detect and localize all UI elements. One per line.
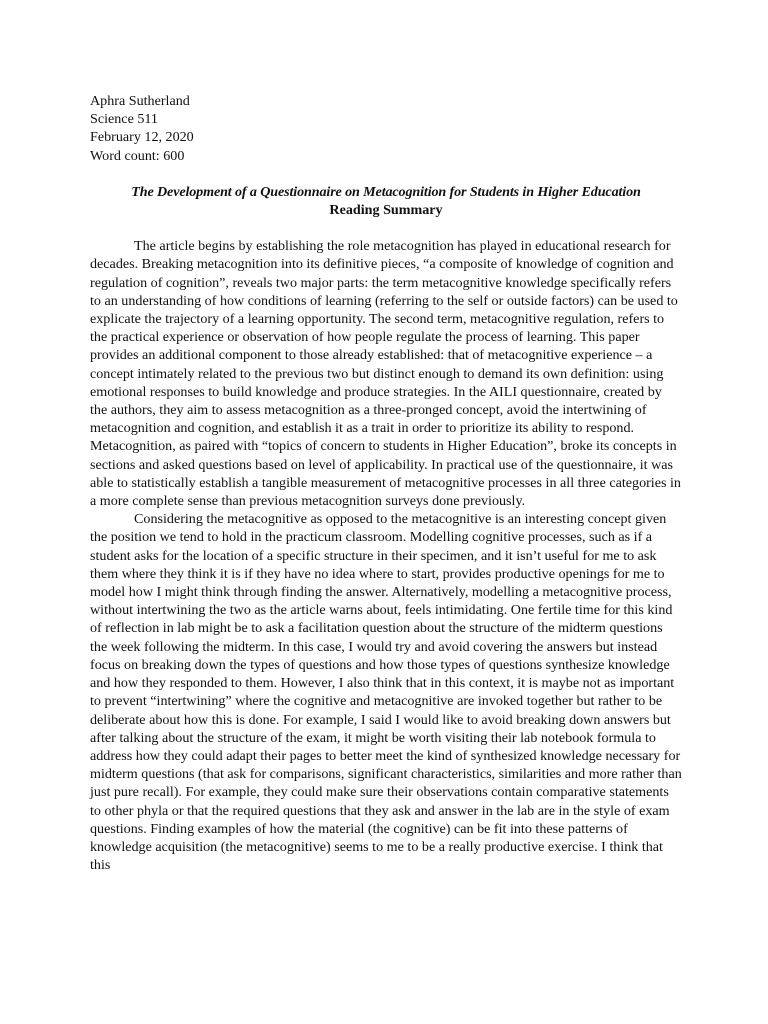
document-title: The Development of a Questionnaire on Metacognition for Students in Higher Education	[131, 183, 641, 200]
document-subtitle: Reading Summary	[329, 202, 443, 219]
body-paragraph-1: The article begins by establishing the role metacognition has played in educational research for decades. Breaking metacognition into its definitive pieces, “a composite of knowledge of cognition and regulation of cognition”, reveals two major parts: the term metacognitive knowledge specifically refers to an understanding of how conditions of learning (referring to the self or outside factors) can be used to explicate the trajectory of a learning opportunity. The second term, metacognitive regulation, refers to the practical experience or observation of how people regulate the process of learning. This paper provides an additional component to those already established: that of metacognitive experience – a concept intimately related to the previous two but distinct enough to demand its own definition: using emotional responses to build knowledge and produce strategies. In the AILI questionnaire, created by the authors, they aim to assess metacognition as a three-pronged concept, avoid the intertwining of metacognition and cognition, and establish it as a trait in order to prioritize its ability to respond. Metacognition, as paired with “topics of concern to students in Higher Education”, broke its concepts in sections and asked questions based on level of applicability. In practical use of the questionnaire, it was able to statistically establish a tangible measurement of metacognitive processes in all three categories in a more complete sense than previous metacognition surveys done previously.	[90, 238, 681, 510]
document-page	[90, 92, 682, 874]
heading-block	[90, 92, 682, 165]
word-count: Word count: 600	[90, 147, 185, 164]
author-name: Aphra Sutherland	[90, 93, 190, 109]
body-paragraph-2: Considering the metacognitive as opposed to the metacognitive is an interesting concept given the position we tend to hold in the practicum classroom. Modelling cognitive processes, such as if a student asks for the location of a specific structure in their specimen, and it isn’t useful for me to ask them where they think it is if they have no idea where to start, provides productive openings for me to model how I might think through finding the answer. Alternatively, modelling a metacognitive process, without intertwining the two as the article warns about, feels intimidating. One fertile time for this kind of reflection in lab might be to ask a facilitation question about the structure of the midterm questions the week following the midterm. In this case, I would try and avoid covering the answers but instead focus on breaking down the types of questions and how those types of questions synthesize knowledge and how they responded to them. However, I also think that in this context, it is maybe not as important to prevent “intertwining” where the cognitive and metacognitive are invoked together but rather to be deliberate about how this is done. For example, I said I would like to avoid breaking down answers but after talking about the structure of the exam, it might be worth visiting their lab notebook formula to address how they could adapt their pages to better meet the kind of synthesized knowledge necessary for midterm questions (that ask for comparisons, significant characteristics, similarities and more rather than just pure recall). For example, they could make sure their observations contain comparative statements to other phyla or that the required questions that they ask and answer in the lab are in the style of exam questions. Finding examples of how the material (the cognitive) can be fit into these patterns of knowledge acquisition (the metacognitive) seems to me to be a really productive exercise. I think that this	[90, 511, 682, 874]
course-name: Science 511	[90, 111, 158, 128]
document-date: February 12, 2020	[90, 129, 194, 146]
